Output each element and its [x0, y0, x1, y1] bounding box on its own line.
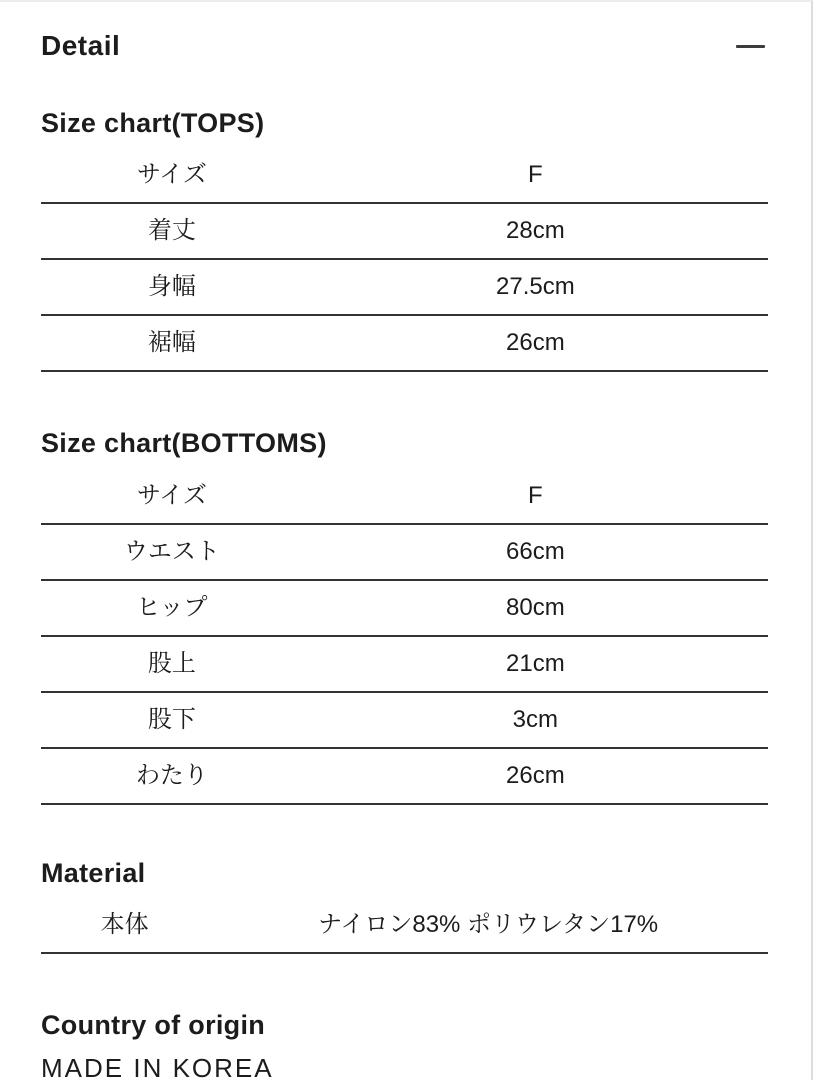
column-header-f: F — [528, 161, 543, 188]
row-value: 21cm — [506, 650, 565, 677]
row-label: ヒップ — [136, 594, 208, 621]
table-header-row — [41, 469, 768, 525]
table-row — [41, 260, 768, 316]
table-row — [41, 204, 768, 260]
row-label: 股上 — [147, 650, 196, 677]
material-section-heading: Material — [41, 858, 146, 888]
tops-size-table — [41, 148, 768, 372]
row-value: 26cm — [506, 762, 565, 789]
table-header-row — [41, 148, 768, 204]
table-row — [41, 749, 768, 805]
column-header-size: サイズ — [136, 161, 207, 188]
row-value: 28cm — [506, 217, 565, 244]
material-table — [41, 898, 768, 954]
tops-section-heading: Size chart(TOPS) — [41, 108, 265, 138]
collapse-detail-button[interactable] — [733, 39, 768, 54]
row-value: 27.5cm — [496, 273, 575, 300]
row-label: 着丈 — [147, 217, 196, 244]
row-label: 本体 — [100, 911, 149, 938]
table-row — [41, 898, 768, 954]
detail-accordion-header[interactable] — [41, 32, 768, 60]
page-title: Detail — [41, 30, 121, 61]
row-value: 3cm — [512, 706, 559, 733]
table-row — [41, 581, 768, 637]
table-row — [41, 693, 768, 749]
row-label: ウエスト — [123, 538, 220, 565]
table-row — [41, 637, 768, 693]
row-label: 身幅 — [147, 273, 196, 300]
row-value: 26cm — [506, 329, 565, 356]
row-value: 66cm — [506, 538, 565, 565]
bottoms-size-table — [41, 469, 768, 805]
row-label: 裾幅 — [147, 329, 196, 356]
origin-section-heading: Country of origin — [41, 1010, 266, 1040]
column-header-f: F — [528, 482, 543, 509]
row-label: わたり — [135, 762, 208, 789]
table-row — [41, 525, 768, 581]
table-row — [41, 316, 768, 372]
origin-value: MADE IN KOREA — [41, 1053, 274, 1083]
column-header-size: サイズ — [136, 482, 207, 509]
bottoms-section-heading: Size chart(BOTTOMS) — [41, 428, 327, 458]
row-value: 80cm — [506, 594, 565, 621]
minus-icon — [736, 45, 765, 48]
row-label: 股下 — [147, 706, 196, 733]
row-value: ナイロン83% ポリウレタン17% — [318, 911, 659, 938]
